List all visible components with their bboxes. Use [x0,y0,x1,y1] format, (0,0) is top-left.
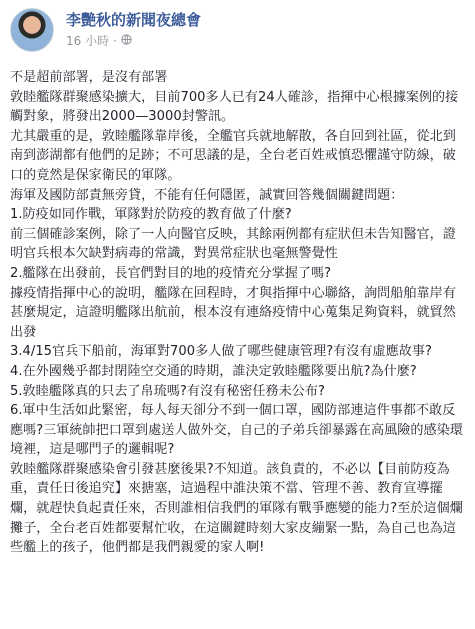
closing-paragraph: 敦睦艦隊群聚感染會引發甚麼後果?不知道。該負責的，不必以【目前防疫為重，責任日後追究】來搪塞，這過程中誰決策不當、管理不善、教育宣導擺爛，就趕快負起責任來，否則誰相信我們的軍隊有戰爭應變的能力?至於這個爛攤子，全台老百姓都要幫忙收，在這關鍵時刻大家皮繃緊一點，為自己也為這些艦上的孩子，他們都是我們親愛的家人啊! [10,461,463,556]
post-paragraph: 不是超前部署，是沒有部署 [10,70,168,85]
post-paragraph: 尤其嚴重的是，敦睦艦隊靠岸後，全艦官兵就地解散，各自回到社區，從北到南到澎湖都有他們的足跡；不可思議的是，全台老百姓戒慎恐懼謹守防線，破口的竟然是保家衛民的軍隊。 [10,128,456,183]
author-name[interactable]: 李艷秋的新聞夜總會 [66,11,202,29]
question-6: 6.軍中生活如此緊密，每人每天卻分不到一個口罩，國防部連這件事都不敢反應嗎?三軍統帥把口罩到處送人做外交，自己的子弟兵卻暴露在高風險的感染環境裡，這是哪門子的邏輯呢? [10,403,463,458]
answer-2: 據疫情指揮中心的說明，艦隊在回程時，才與指揮中心聯絡，詢問船舶靠岸有甚麼規定，這證明艦隊出航前，根本沒有連絡疫情中心蒐集足夠資料，就貿然出發 [10,285,456,340]
question-1: 1.防疫如同作戰，軍隊對於防疫的教育做了什麼? [10,207,292,223]
post-paragraph: 海軍及國防部責無旁貸，不能有任何隱匿，誠實回答幾個關鍵問題： [10,187,404,203]
post-subline [66,33,201,49]
post-paragraph: 敦睦艦隊群聚感染擴大，目前700多人已有24人確診，指揮中心根據案例的接觸對象，將發出2000—3000封警訊。 [10,89,459,125]
question-2: 2.艦隊在出發前，長官們對目的地的疫情充分掌握了嗎? [10,265,332,281]
post-meta [66,10,201,49]
separator-dot: · [113,34,117,48]
globe-icon[interactable] [121,33,132,49]
avatar[interactable] [10,8,54,52]
post-body [10,68,465,558]
timestamp[interactable]: 16 小時 [66,34,110,48]
question-3: 3.4/15官兵下船前，海軍對700多人做了哪些健康管理?有沒有虛應故事? [10,344,432,360]
question-4: 4.在外國幾乎都封閉陸空交通的時期，誰決定敦睦艦隊要出航?為什麼? [10,363,417,379]
question-5: 5.敦睦艦隊真的只去了帛琉嗎?有沒有秘密任務未公布? [10,383,325,399]
post-header [10,8,465,60]
answer-1: 前三個確診案例，除了一人向醫官反映，其餘兩例都有症狀但未告知醫官，證明官兵根本欠缺對病毒的常識，對異常症狀也毫無警覺性 [10,226,456,262]
